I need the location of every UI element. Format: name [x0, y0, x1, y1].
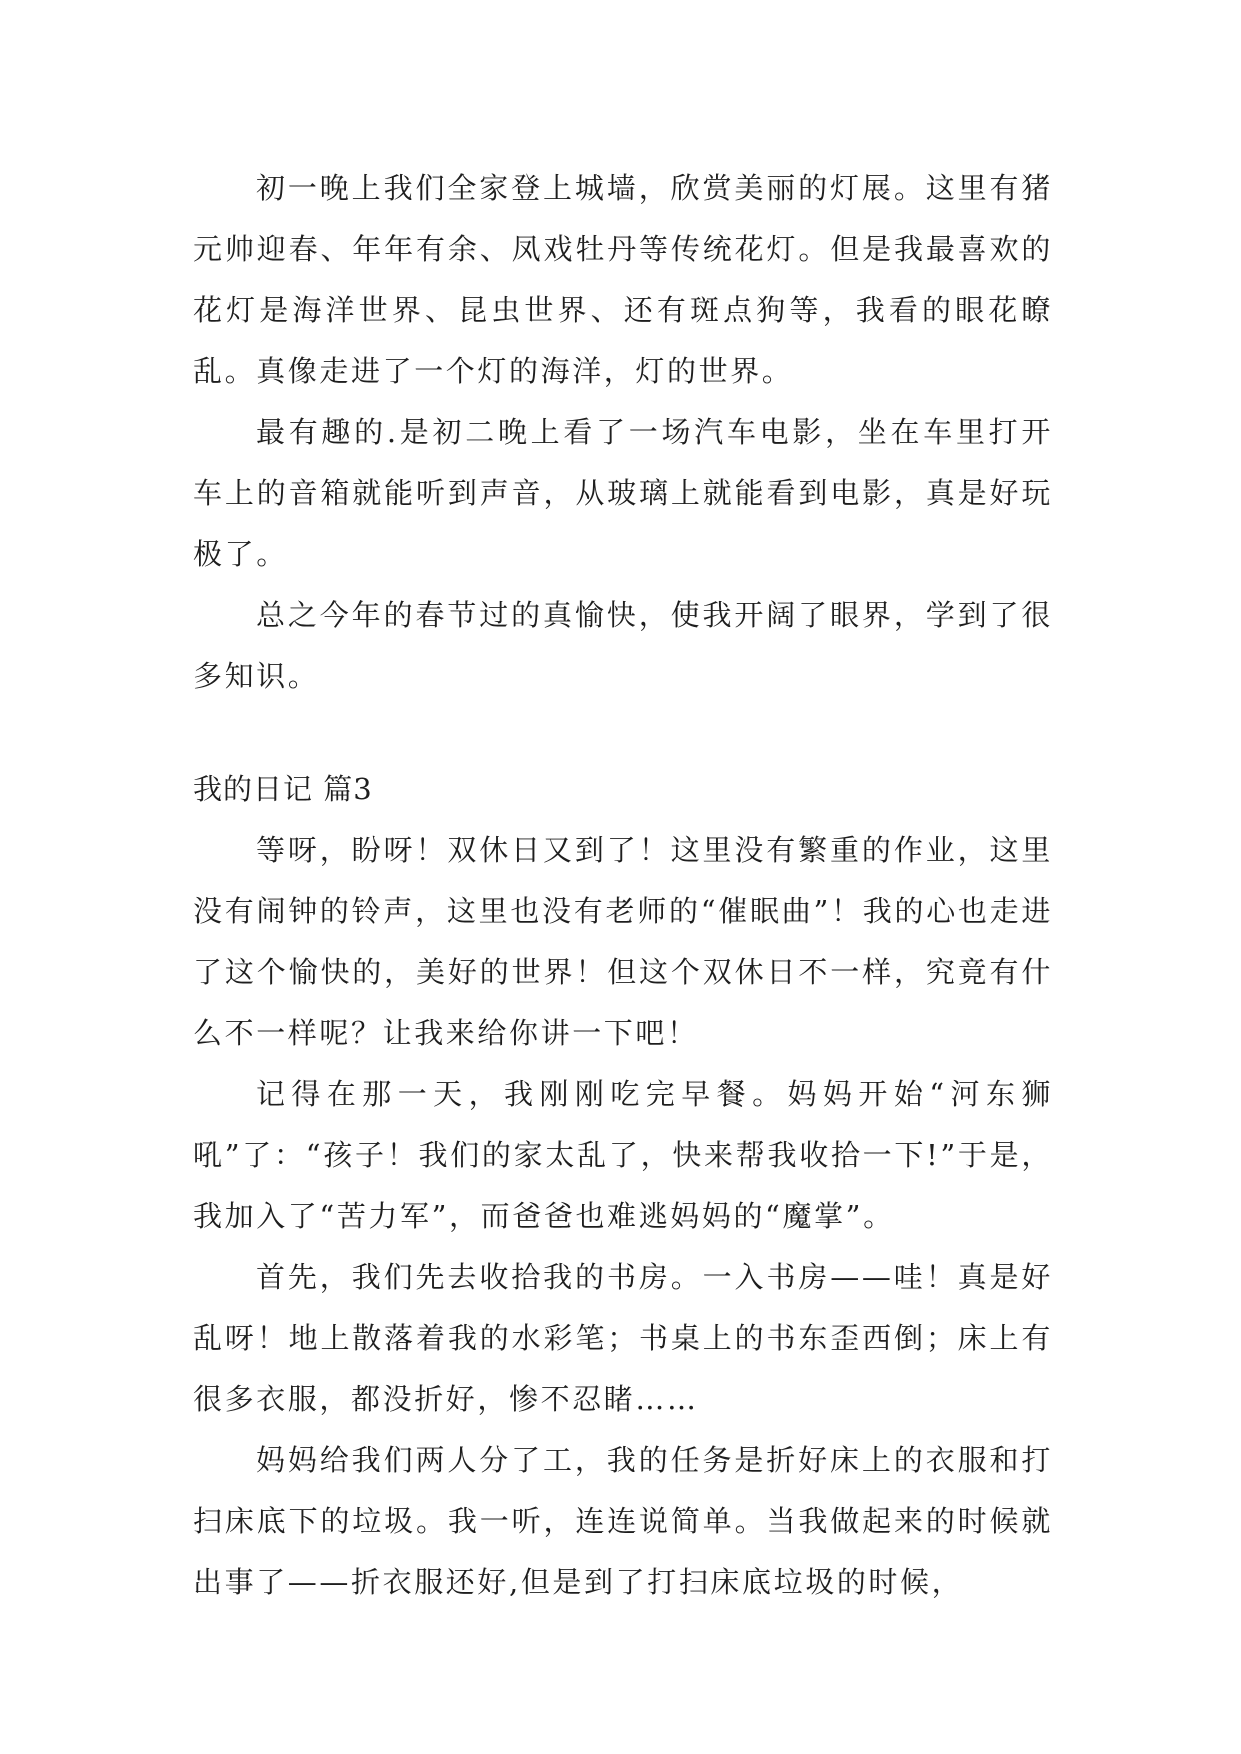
- paragraph-spring-festival-summary: 总之今年的春节过的真愉快，使我开阔了眼界，学到了很多知识。: [193, 598, 1053, 693]
- paragraph-task-division: 妈妈给我们两人分了工，我的任务是折好床上的衣服和打扫床底下的垃圾。我一听，连连说简单。当我做起来的时候就出事了——折衣服还好,但是到了打扫床底垃圾的时候，: [193, 1443, 1053, 1599]
- paragraph-study-room: 首先，我们先去收拾我的书房。一入书房——哇！真是好乱呀！地上散落着我的水彩笔；书桌上的书东歪西倒；床上有很多衣服，都没折好，惨不忍睹……: [193, 1260, 1053, 1416]
- paragraph-weekend-intro: 等呀，盼呀！双休日又到了！这里没有繁重的作业，这里没有闹钟的铃声，这里也没有老师的“催眠曲”！我的心也走进了这个愉快的，美好的世界！但这个双休日不一样，究竟有什么不一样呢？让我来给你讲一下吧！: [193, 833, 1053, 1050]
- paragraph-car-movie: 最有趣的.是初二晚上看了一场汽车电影，坐在车里打开车上的音箱就能听到声音，从玻璃上就能看到电影，真是好玩极了。: [193, 415, 1053, 571]
- section-heading: 我的日记 篇3: [193, 772, 373, 806]
- document-body: [193, 158, 1053, 1613]
- paragraph-breakfast: 记得在那一天，我刚刚吃完早餐。妈妈开始“河东狮吼”了：“孩子！我们的家太乱了，快来帮我收拾一下!”于是，我加入了“苦力军”，而爸爸也难逃妈妈的“魔掌”。: [193, 1077, 1053, 1233]
- paragraph-lantern-show: 初一晚上我们全家登上城墙，欣赏美丽的灯展。这里有猪元帅迎春、年年有余、凤戏牡丹等传统花灯。但是我最喜欢的花灯是海洋世界、昆虫世界、还有斑点狗等，我看的眼花瞭乱。真像走进了一个灯的海洋，灯的世界。: [193, 171, 1053, 388]
